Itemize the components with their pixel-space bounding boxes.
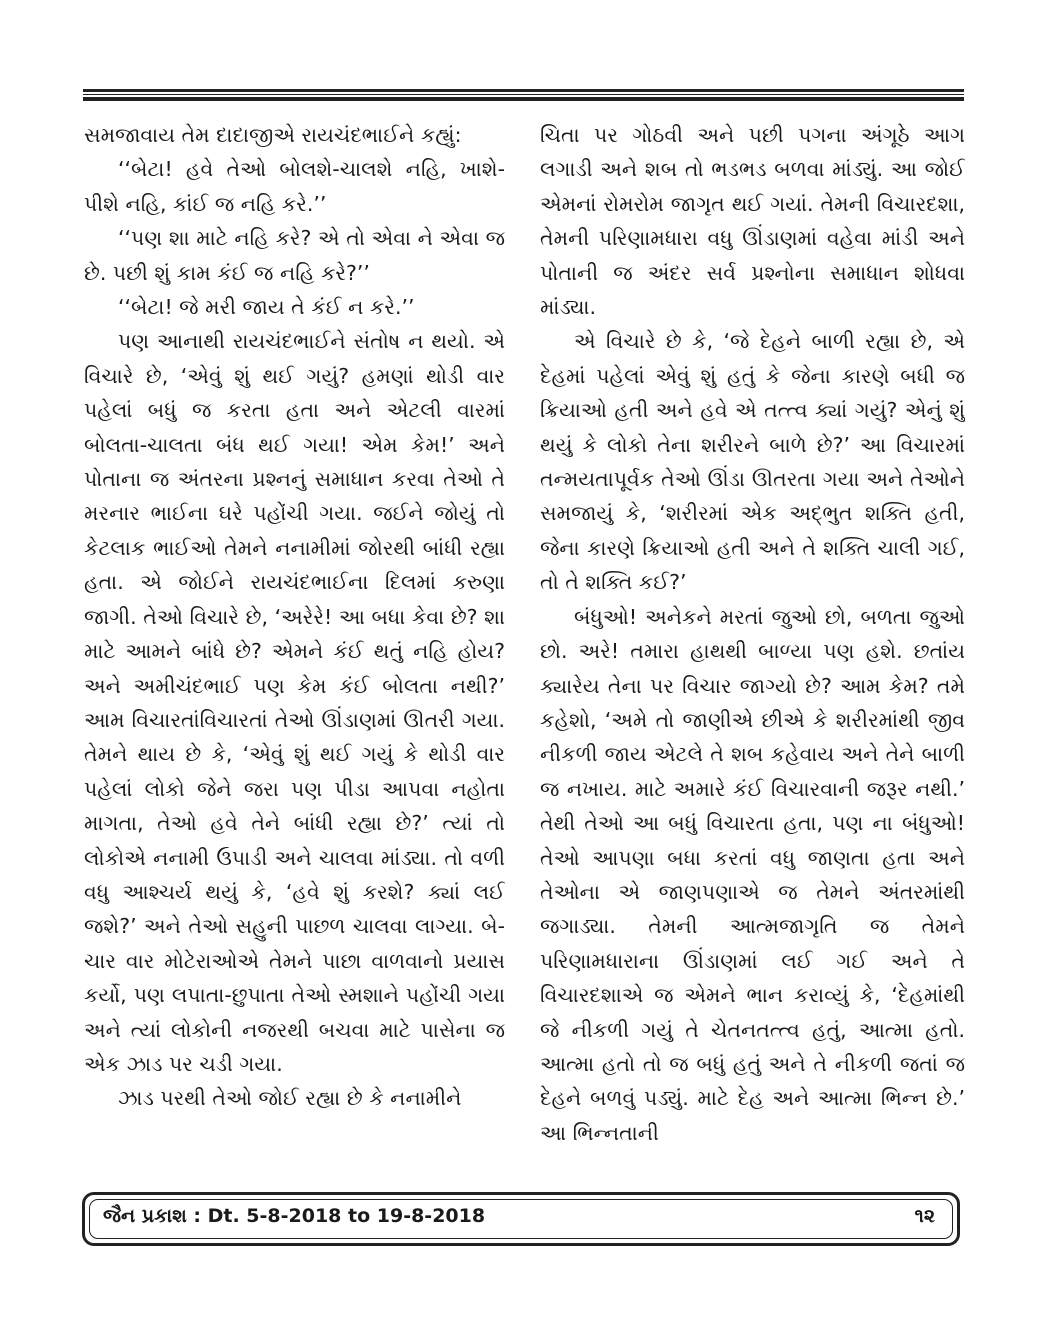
header-rule-thick: [83, 89, 964, 92]
right-column: [540, 118, 965, 1158]
header-rule-thin: [83, 94, 964, 95]
paragraph: સમજાવાય તેમ દાદાજીએ રાયચંદભાઈને કહ્યું:: [84, 123, 462, 147]
page-number: ૧૨: [914, 1205, 935, 1227]
header-rule-bottom: [83, 97, 964, 101]
paragraph: ઝાડ પરથી તેઓ જોઈ રહ્યા છે કે નનામીને: [118, 1086, 462, 1111]
left-column: [84, 118, 505, 1158]
paragraph: બંધુઓ! અનેકને મરતાં જુઓ છો, બળતા જુઓ છો. અરે! તમારા હાથથી બાળ્યા પણ હશે. છતાંય ક્યારેય તેના પર વિચાર જાગ્યો છે? આમ કેમ? તમે કહેશો, ‘અમે તો જાણીએ છીએ કે શરીરમાંથી જીવ નીકળી જાય એટલે તે શબ કહેવાય અને તેને બાળી જ નખાય. માટે અમારે કંઈ વિચારવાની જરૂર નથી.’ તેથી તેઓ આ બધું વિચારતા હતા, પણ ના બંધુઓ! તેઓ આપણા બધા કરતાં વધુ જાણતા હતા અને તેઓના એ જાણપણાએ જ તેમને અંતરમાંથી જગાડ્યા. તેમની આત્મજાગૃતિ જ તેમને પરિણામધારાના ઊંડાણમાં લઈ ગઈ અને તે વિચારદશાએ જ એમને ભાન કરાવ્યું કે, ‘દેહમાંથી જે નીકળી ગયું તે ચેતનતત્ત્વ હતું, આત્મા હતો. આત્મા હતો તો જ બધું હતું અને તે નીકળી જતાં જ દેહને બળવું પડ્યું. માટે દેહ અને આત્મા ભિન્ન છે.’ આ ભિન્નતાની: [540, 604, 965, 1145]
paragraph: ચિતા પર ગોઠવી અને પછી પગના અંગૂઠે આગ લગાડી અને શબ તો ભડભડ બળવા માંડ્યું. આ જોઈ એમનાં રોમરોમ જાગૃત થઈ ગયાં. તેમની વિચારદશા, તેમની પરિણામધારા વધુ ઊંડાણમાં વહેવા માંડી અને પોતાની જ અંદર સર્વ પ્રશ્નોના સમાધાન શોધવા માંડ્યા.: [540, 123, 965, 320]
paragraph: ‘‘બેટા! હવે તેઓ બોલશે-ચાલશે નહિ, ખાશે-પીશે નહિ, કાંઈ જ નહિ કરે.’’: [84, 157, 505, 216]
publication-title: જૈન પ્રકાશ : Dt. 5-8-2018 to 19-8-2018: [103, 1205, 486, 1227]
paragraph: પણ આનાથી રાયચંદભાઈને સંતોષ ન થયો. એ વિચારે છે, ‘એવું શું થઈ ગયું? હમણાં થોડી વાર પહેલાં બધું જ કરતા હતા અને એટલી વારમાં બોલતા-ચાલતા બંધ થઈ ગયા! એમ કેમ!’ અને પોતાના જ અંતરના પ્રશ્નનું સમાધાન કરવા તેઓ તે મરનાર ભાઈના ઘરે પહોંચી ગયા. જઈને જોયું તો કેટલાક ભાઈઓ તેમને નનામીમાં જોરથી બાંધી રહ્યા હતા. એ જોઈને રાયચંદભાઈના દિલમાં કરુણા જાગી. તેઓ વિચારે છે, ‘અરેરે! આ બધા કેવા છે? શા માટે આમને બાંધે છે? એમને કંઈ થતું નહિ હોય? અને અમીચંદભાઈ પણ કેમ કંઈ બોલતા નથી?’ આમ વિચારતાંવિચારતાં તેઓ ઊંડાણમાં ઊતરી ગયા. તેમને થાય છે કે, ‘એવું શું થઈ ગયું કે થોડી વાર પહેલાં લોકો જેને જરા પણ પીડા આપવા નહોતા માગતા, તેઓ હવે તેને બાંધી રહ્યા છે?’ ત્યાં તો લોકોએ નનામી ઉપાડી અને ચાલવા માંડ્યા. તો વળી વધુ આશ્ચર્ય થયું કે, ‘હવે શું કરશે? ક્યાં લઈ જશે?’ અને તેઓ સહુની પાછળ ચાલવા લાગ્યા. બે-ચાર વાર મોટેરાઓએ તેમને પાછા વાળવાનો પ્રયાસ કર્યો, પણ લપાતા-છુપાતા તેઓ સ્મશાને પહોંચી ગયા અને ત્યાં લોકોની નજરથી બચવા માટે પાસેના જ એક ઝાડ પર ચડી ગયા.: [84, 329, 505, 1076]
paragraph: ‘‘પણ શા માટે નહિ કરે? એ તો એવા ને એવા જ છે. પછી શું કામ કંઈ જ નહિ કરે?’’: [84, 226, 505, 285]
paragraph: ‘‘બેટા! જે મરી જાય તે કંઈ ન કરે.’’: [118, 295, 415, 320]
footer-frame: [82, 1192, 960, 1246]
paragraph: એ વિચારે છે કે, ‘જે દેહને બાળી રહ્યા છે, એ દેહમાં પહેલાં એવું શું હતું કે જેના કારણે બધી જ ક્રિયાઓ હતી અને હવે એ તત્ત્વ ક્યાં ગયું? એનું શું થયું કે લોકો તેના શરીરને બાળે છે?’ આ વિચારમાં તન્મયતાપૂર્વક તેઓ ઊંડા ઊતરતા ગયા અને તેઓને સમજાયું કે, ‘શરીરમાં એક અદ્ભુત શક્તિ હતી, જેના કારણે ક્રિયાઓ હતી અને તે શક્તિ ચાલી ગઈ, તો તે શક્તિ કઈ?’: [540, 329, 965, 595]
